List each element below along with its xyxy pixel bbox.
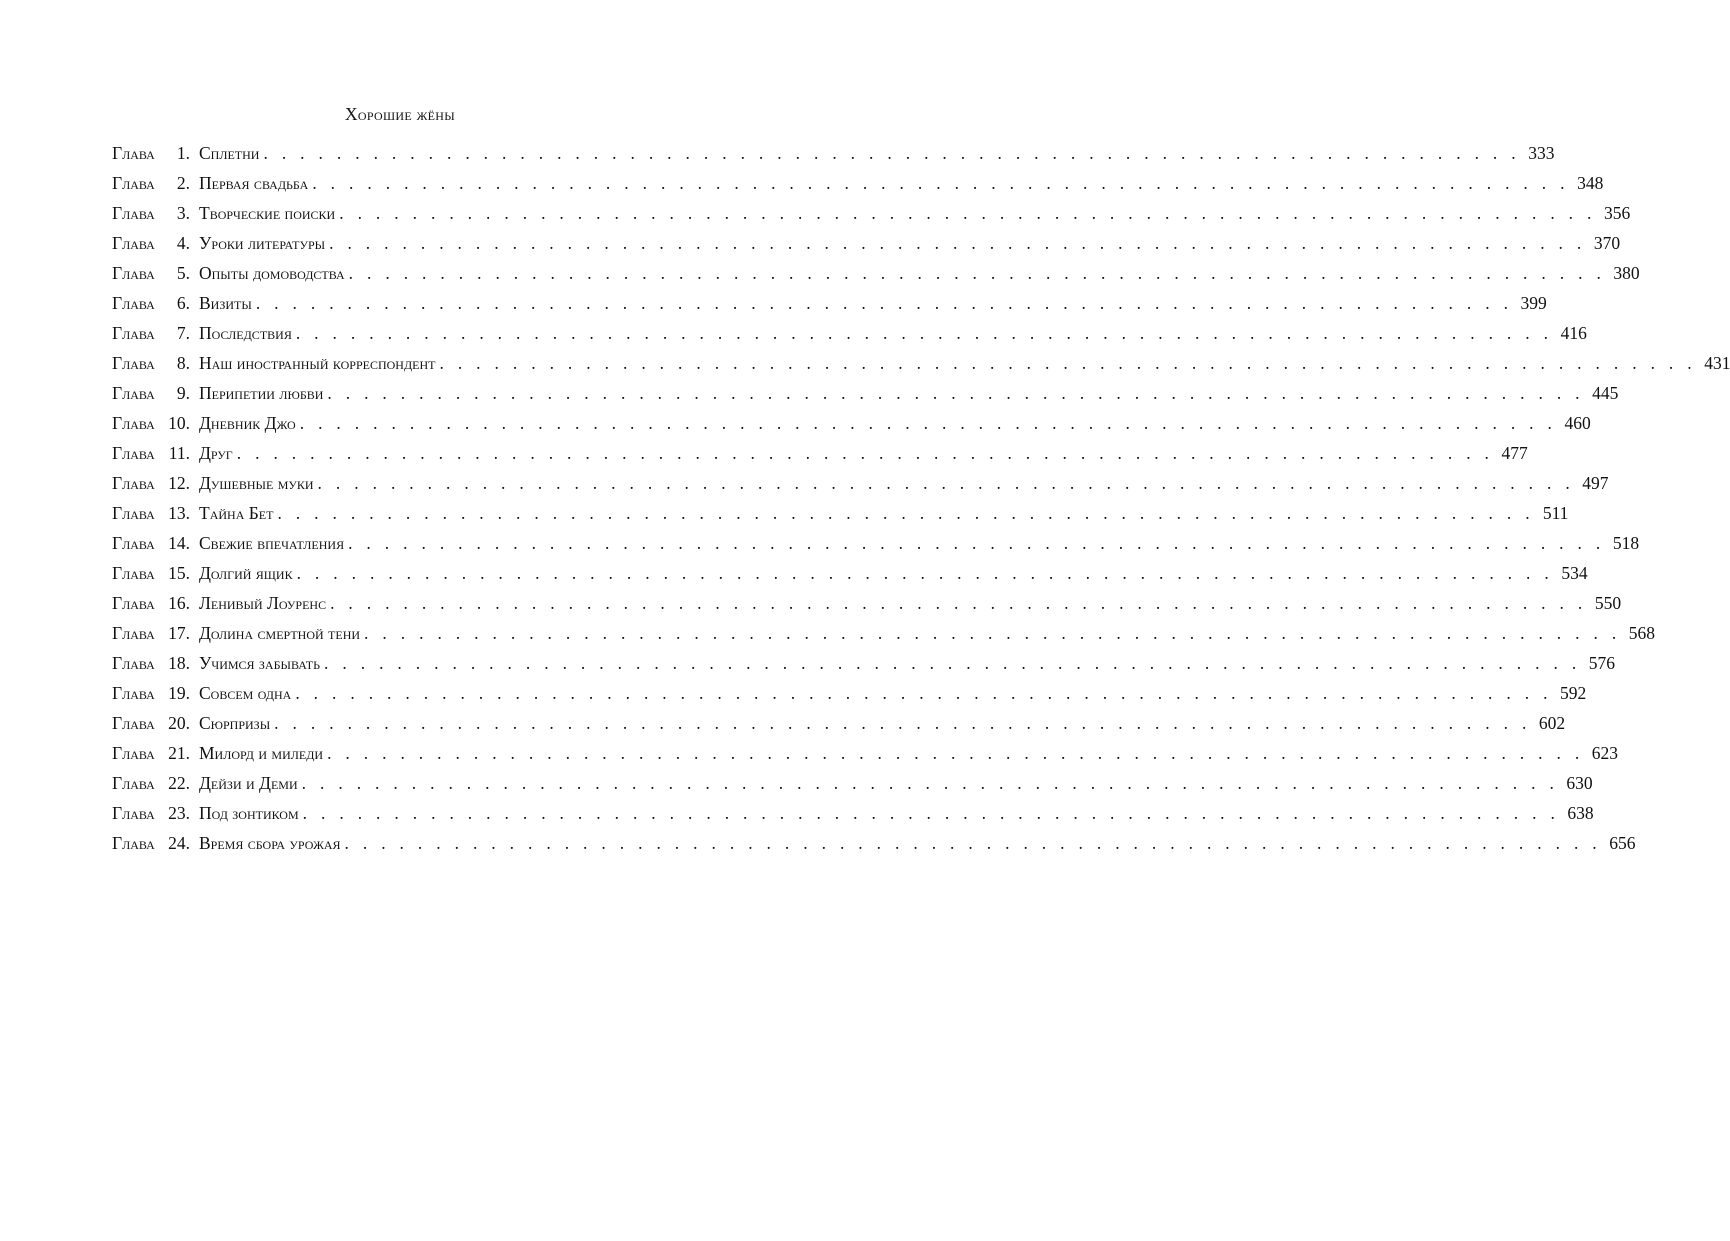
- page-number: 511: [1542, 503, 1569, 523]
- toc-entry-15: [112, 561, 1588, 591]
- toc-entry-14: [112, 531, 1640, 561]
- chapter-number: 7.: [176, 323, 190, 343]
- toc-entry-10: [112, 411, 1591, 441]
- chapter-number: 13.: [168, 503, 190, 523]
- chapter-number: 18.: [168, 653, 190, 673]
- page-number: 568: [1628, 623, 1656, 643]
- dot-leader: . . . . . . . . . . . . . . . . . . . . . . . . . . . . . . . . . . . . . . . . . . . . . . . . . . . . . . . . . . . . . . . . . . . . .: [348, 533, 1606, 553]
- chapter-number: 14.: [168, 533, 190, 553]
- page-number: 592: [1560, 683, 1587, 703]
- chapter-label: Глава: [112, 263, 155, 283]
- chapter-title: Дневник Джо: [199, 413, 296, 433]
- section-title: Хорошие жёны: [344, 104, 456, 124]
- chapter-label: Глава: [112, 353, 155, 373]
- chapter-title: Под зонтиком: [199, 803, 299, 823]
- chapter-number: 10.: [168, 413, 190, 433]
- chapter-label: Глава: [112, 323, 155, 343]
- page-number: 380: [1613, 263, 1640, 283]
- chapter-title: Визиты: [199, 293, 252, 313]
- chapter-number: 11.: [168, 443, 190, 463]
- chapter-title: Творческие поиски: [199, 203, 336, 223]
- dot-leader: . . . . . . . . . . . . . . . . . . . . . . . . . . . . . . . . . . . . . . . . . . . . . . . . . . . . . . . . . . . . . . . . . . . . .: [295, 323, 1553, 343]
- page-number: 460: [1564, 413, 1591, 433]
- chapter-title: Ленивый Лоуренс: [199, 593, 327, 613]
- chapter-number: 3.: [176, 203, 190, 223]
- dot-leader: . . . . . . . . . . . . . . . . . . . . . . . . . . . . . . . . . . . . . . . . . . . . . . . . . . . . . . . . . . . . . . . . . . . . .: [301, 773, 1559, 793]
- dot-leader: . . . . . . . . . . . . . . . . . . . . . . . . . . . . . . . . . . . . . . . . . . . . . . . . . . . . . . . . . . . . . . . . . . . . .: [295, 683, 1553, 703]
- page-number: 602: [1538, 713, 1566, 733]
- chapter-title: Друг: [199, 443, 233, 463]
- chapter-label: Глава: [112, 143, 155, 163]
- chapter-label: Глава: [112, 203, 155, 223]
- chapter-number: 12.: [168, 473, 190, 493]
- chapter-title: Наш иностранный корреспондент: [199, 353, 436, 373]
- toc-entry-11: [112, 441, 1528, 471]
- dot-leader: . . . . . . . . . . . . . . . . . . . . . . . . . . . . . . . . . . . . . . . . . . . . . . . . . . . . . . . . . . . . . . . . . . . . .: [324, 653, 1582, 673]
- dot-leader: . . . . . . . . . . . . . . . . . . . . . . . . . . . . . . . . . . . . . . . . . . . . . . . . . . . . . . . . . . . . . . . . . . . . .: [299, 413, 1557, 433]
- toc-entry-24: [112, 831, 1636, 861]
- chapter-label: Глава: [112, 383, 155, 403]
- chapter-title: Уроки литературы: [199, 233, 326, 253]
- chapter-label: Глава: [112, 293, 155, 313]
- chapter-title: Учимся забывать: [199, 653, 321, 673]
- dot-leader: . . . . . . . . . . . . . . . . . . . . . . . . . . . . . . . . . . . . . . . . . . . . . . . . . . . . . . . . . . . . . . . . . . . . .: [339, 203, 1597, 223]
- dot-leader: . . . . . . . . . . . . . . . . . . . . . . . . . . . . . . . . . . . . . . . . . . . . . . . . . . . . . . . . . . . . . . . . . . . . .: [236, 443, 1494, 463]
- chapter-number: 4.: [176, 233, 190, 253]
- chapter-number: 22.: [168, 773, 190, 793]
- page-number: 550: [1594, 593, 1622, 613]
- chapter-label: Глава: [112, 443, 155, 463]
- chapter-number: 17.: [168, 623, 190, 643]
- table-of-contents: [112, 141, 1730, 861]
- chapter-label: Глава: [112, 623, 155, 643]
- chapter-label: Глава: [112, 683, 155, 703]
- chapter-label: Глава: [112, 503, 155, 523]
- page-number: 518: [1612, 533, 1640, 553]
- toc-entry-7: [112, 321, 1587, 351]
- toc-entry-21: [112, 741, 1619, 771]
- chapter-label: Глава: [112, 743, 155, 763]
- chapter-number: 19.: [168, 683, 190, 703]
- chapter-title: Первая свадьба: [199, 173, 309, 193]
- page-number: 370: [1593, 233, 1621, 253]
- chapter-number: 2.: [176, 173, 190, 193]
- dot-leader: . . . . . . . . . . . . . . . . . . . . . . . . . . . . . . . . . . . . . . . . . . . . . . . . . . . . . . . . . . . . . . . . . . . . .: [302, 803, 1560, 823]
- toc-entry-19: [112, 681, 1587, 711]
- page-number: 477: [1501, 443, 1528, 463]
- chapter-label: Глава: [112, 803, 155, 823]
- dot-leader: . . . . . . . . . . . . . . . . . . . . . . . . . . . . . . . . . . . . . . . . . . . . . . . . . . . . . . . . . . . . . . . . . . . . .: [277, 503, 1535, 523]
- page-number: 497: [1582, 473, 1609, 493]
- dot-leader: . . . . . . . . . . . . . . . . . . . . . . . . . . . . . . . . . . . . . . . . . . . . . . . . . . . . . . . . . . . . . . . . . . . . .: [439, 353, 1697, 373]
- chapter-title: Перипетии любви: [199, 383, 324, 403]
- toc-entry-9: [112, 381, 1619, 411]
- page-number: 623: [1591, 743, 1619, 763]
- toc-entry-12: [112, 471, 1609, 501]
- toc-entry-20: [112, 711, 1566, 741]
- chapter-label: Глава: [112, 533, 155, 553]
- chapter-number: 6.: [176, 293, 190, 313]
- dot-leader: . . . . . . . . . . . . . . . . . . . . . . . . . . . . . . . . . . . . . . . . . . . . . . . . . . . . . . . . . . . . . . . . . . . . .: [317, 473, 1575, 493]
- toc-entry-1: [112, 141, 1555, 171]
- chapter-number: 23.: [168, 803, 190, 823]
- page-number: 534: [1561, 563, 1588, 583]
- page-number: 333: [1528, 143, 1555, 163]
- toc-entry-18: [112, 651, 1616, 681]
- chapter-label: Глава: [112, 653, 155, 673]
- dot-leader: . . . . . . . . . . . . . . . . . . . . . . . . . . . . . . . . . . . . . . . . . . . . . . . . . . . . . . . . . . . . . . . . . . . . .: [296, 563, 1554, 583]
- toc-entry-13: [112, 501, 1569, 531]
- dot-leader: . . . . . . . . . . . . . . . . . . . . . . . . . . . . . . . . . . . . . . . . . . . . . . . . . . . . . . . . . . . . . . . . . . . . .: [255, 293, 1513, 313]
- toc-entry-6: [112, 291, 1547, 321]
- chapter-number: 1.: [176, 143, 190, 163]
- toc-entry-17: [112, 621, 1656, 651]
- chapter-label: Глава: [112, 173, 155, 193]
- chapter-title: Последствия: [199, 323, 292, 343]
- dot-leader: . . . . . . . . . . . . . . . . . . . . . . . . . . . . . . . . . . . . . . . . . . . . . . . . . . . . . . . . . . . . . . . . . . . . .: [329, 233, 1587, 253]
- chapter-label: Глава: [112, 563, 155, 583]
- toc-entry-16: [112, 591, 1622, 621]
- dot-leader: . . . . . . . . . . . . . . . . . . . . . . . . . . . . . . . . . . . . . . . . . . . . . . . . . . . . . . . . . . . . . . . . . . . . .: [327, 743, 1585, 763]
- chapter-title: Сюрпризы: [199, 713, 271, 733]
- chapter-title: Долгий ящик: [199, 563, 293, 583]
- dot-leader: . . . . . . . . . . . . . . . . . . . . . . . . . . . . . . . . . . . . . . . . . . . . . . . . . . . . . . . . . . . . . . . . . . . . .: [263, 143, 1521, 163]
- toc-entry-3: [112, 201, 1631, 231]
- dot-leader: . . . . . . . . . . . . . . . . . . . . . . . . . . . . . . . . . . . . . . . . . . . . . . . . . . . . . . . . . . . . . . . . . . . . .: [312, 173, 1570, 193]
- chapter-number: 20.: [168, 713, 190, 733]
- chapter-title: Долина смертной тени: [199, 623, 361, 643]
- chapter-label: Глава: [112, 413, 155, 433]
- page-number: 445: [1592, 383, 1619, 403]
- page-number: 356: [1603, 203, 1631, 223]
- dot-leader: . . . . . . . . . . . . . . . . . . . . . . . . . . . . . . . . . . . . . . . . . . . . . . . . . . . . . . . . . . . . . . . . . . . . .: [274, 713, 1532, 733]
- toc-entry-2: [112, 171, 1604, 201]
- chapter-label: Глава: [112, 593, 155, 613]
- chapter-number: 5.: [176, 263, 190, 283]
- chapter-label: Глава: [112, 833, 155, 853]
- toc-entry-8: [112, 351, 1730, 381]
- chapter-label: Глава: [112, 773, 155, 793]
- chapter-title: Опыты домоводства: [199, 263, 345, 283]
- toc-entry-23: [112, 801, 1594, 831]
- chapter-title: Время сбора урожая: [199, 833, 341, 853]
- chapter-number: 15.: [168, 563, 190, 583]
- dot-leader: . . . . . . . . . . . . . . . . . . . . . . . . . . . . . . . . . . . . . . . . . . . . . . . . . . . . . . . . . . . . . . . . . . . . .: [364, 623, 1622, 643]
- chapter-number: 8.: [176, 353, 190, 373]
- chapter-label: Глава: [112, 473, 155, 493]
- dot-leader: . . . . . . . . . . . . . . . . . . . . . . . . . . . . . . . . . . . . . . . . . . . . . . . . . . . . . . . . . . . . . . . . . . . . .: [330, 593, 1588, 613]
- page-number: 656: [1609, 833, 1636, 853]
- page-number: 348: [1577, 173, 1604, 193]
- toc-entry-5: [112, 261, 1640, 291]
- toc-entry-22: [112, 771, 1593, 801]
- dot-leader: . . . . . . . . . . . . . . . . . . . . . . . . . . . . . . . . . . . . . . . . . . . . . . . . . . . . . . . . . . . . . . . . . . . . .: [348, 263, 1606, 283]
- chapter-title: Сплетни: [199, 143, 260, 163]
- chapter-title: Свежие впечатления: [199, 533, 345, 553]
- chapter-label: Глава: [112, 233, 155, 253]
- chapter-title: Милорд и миледи: [199, 743, 324, 763]
- chapter-title: Совсем одна: [199, 683, 292, 703]
- chapter-title: Душевные муки: [199, 473, 314, 493]
- page-number: 416: [1560, 323, 1587, 343]
- chapter-title: Дейзи и Деми: [199, 773, 298, 793]
- chapter-title: Тайна Бет: [199, 503, 274, 523]
- chapter-number: 9.: [176, 383, 190, 403]
- toc-entry-4: [112, 231, 1621, 261]
- chapter-number: 21.: [168, 743, 190, 763]
- page-number: 399: [1520, 293, 1547, 313]
- page-number: 630: [1566, 773, 1593, 793]
- chapter-label: Глава: [112, 713, 155, 733]
- page-number: 638: [1567, 803, 1594, 823]
- chapter-number: 24.: [168, 833, 190, 853]
- chapter-number: 16.: [168, 593, 190, 613]
- dot-leader: . . . . . . . . . . . . . . . . . . . . . . . . . . . . . . . . . . . . . . . . . . . . . . . . . . . . . . . . . . . . . . . . . . . . .: [344, 833, 1602, 853]
- page-number: 576: [1588, 653, 1616, 673]
- page-number: 431: [1704, 353, 1730, 373]
- dot-leader: . . . . . . . . . . . . . . . . . . . . . . . . . . . . . . . . . . . . . . . . . . . . . . . . . . . . . . . . . . . . . . . . . . . . .: [327, 383, 1585, 403]
